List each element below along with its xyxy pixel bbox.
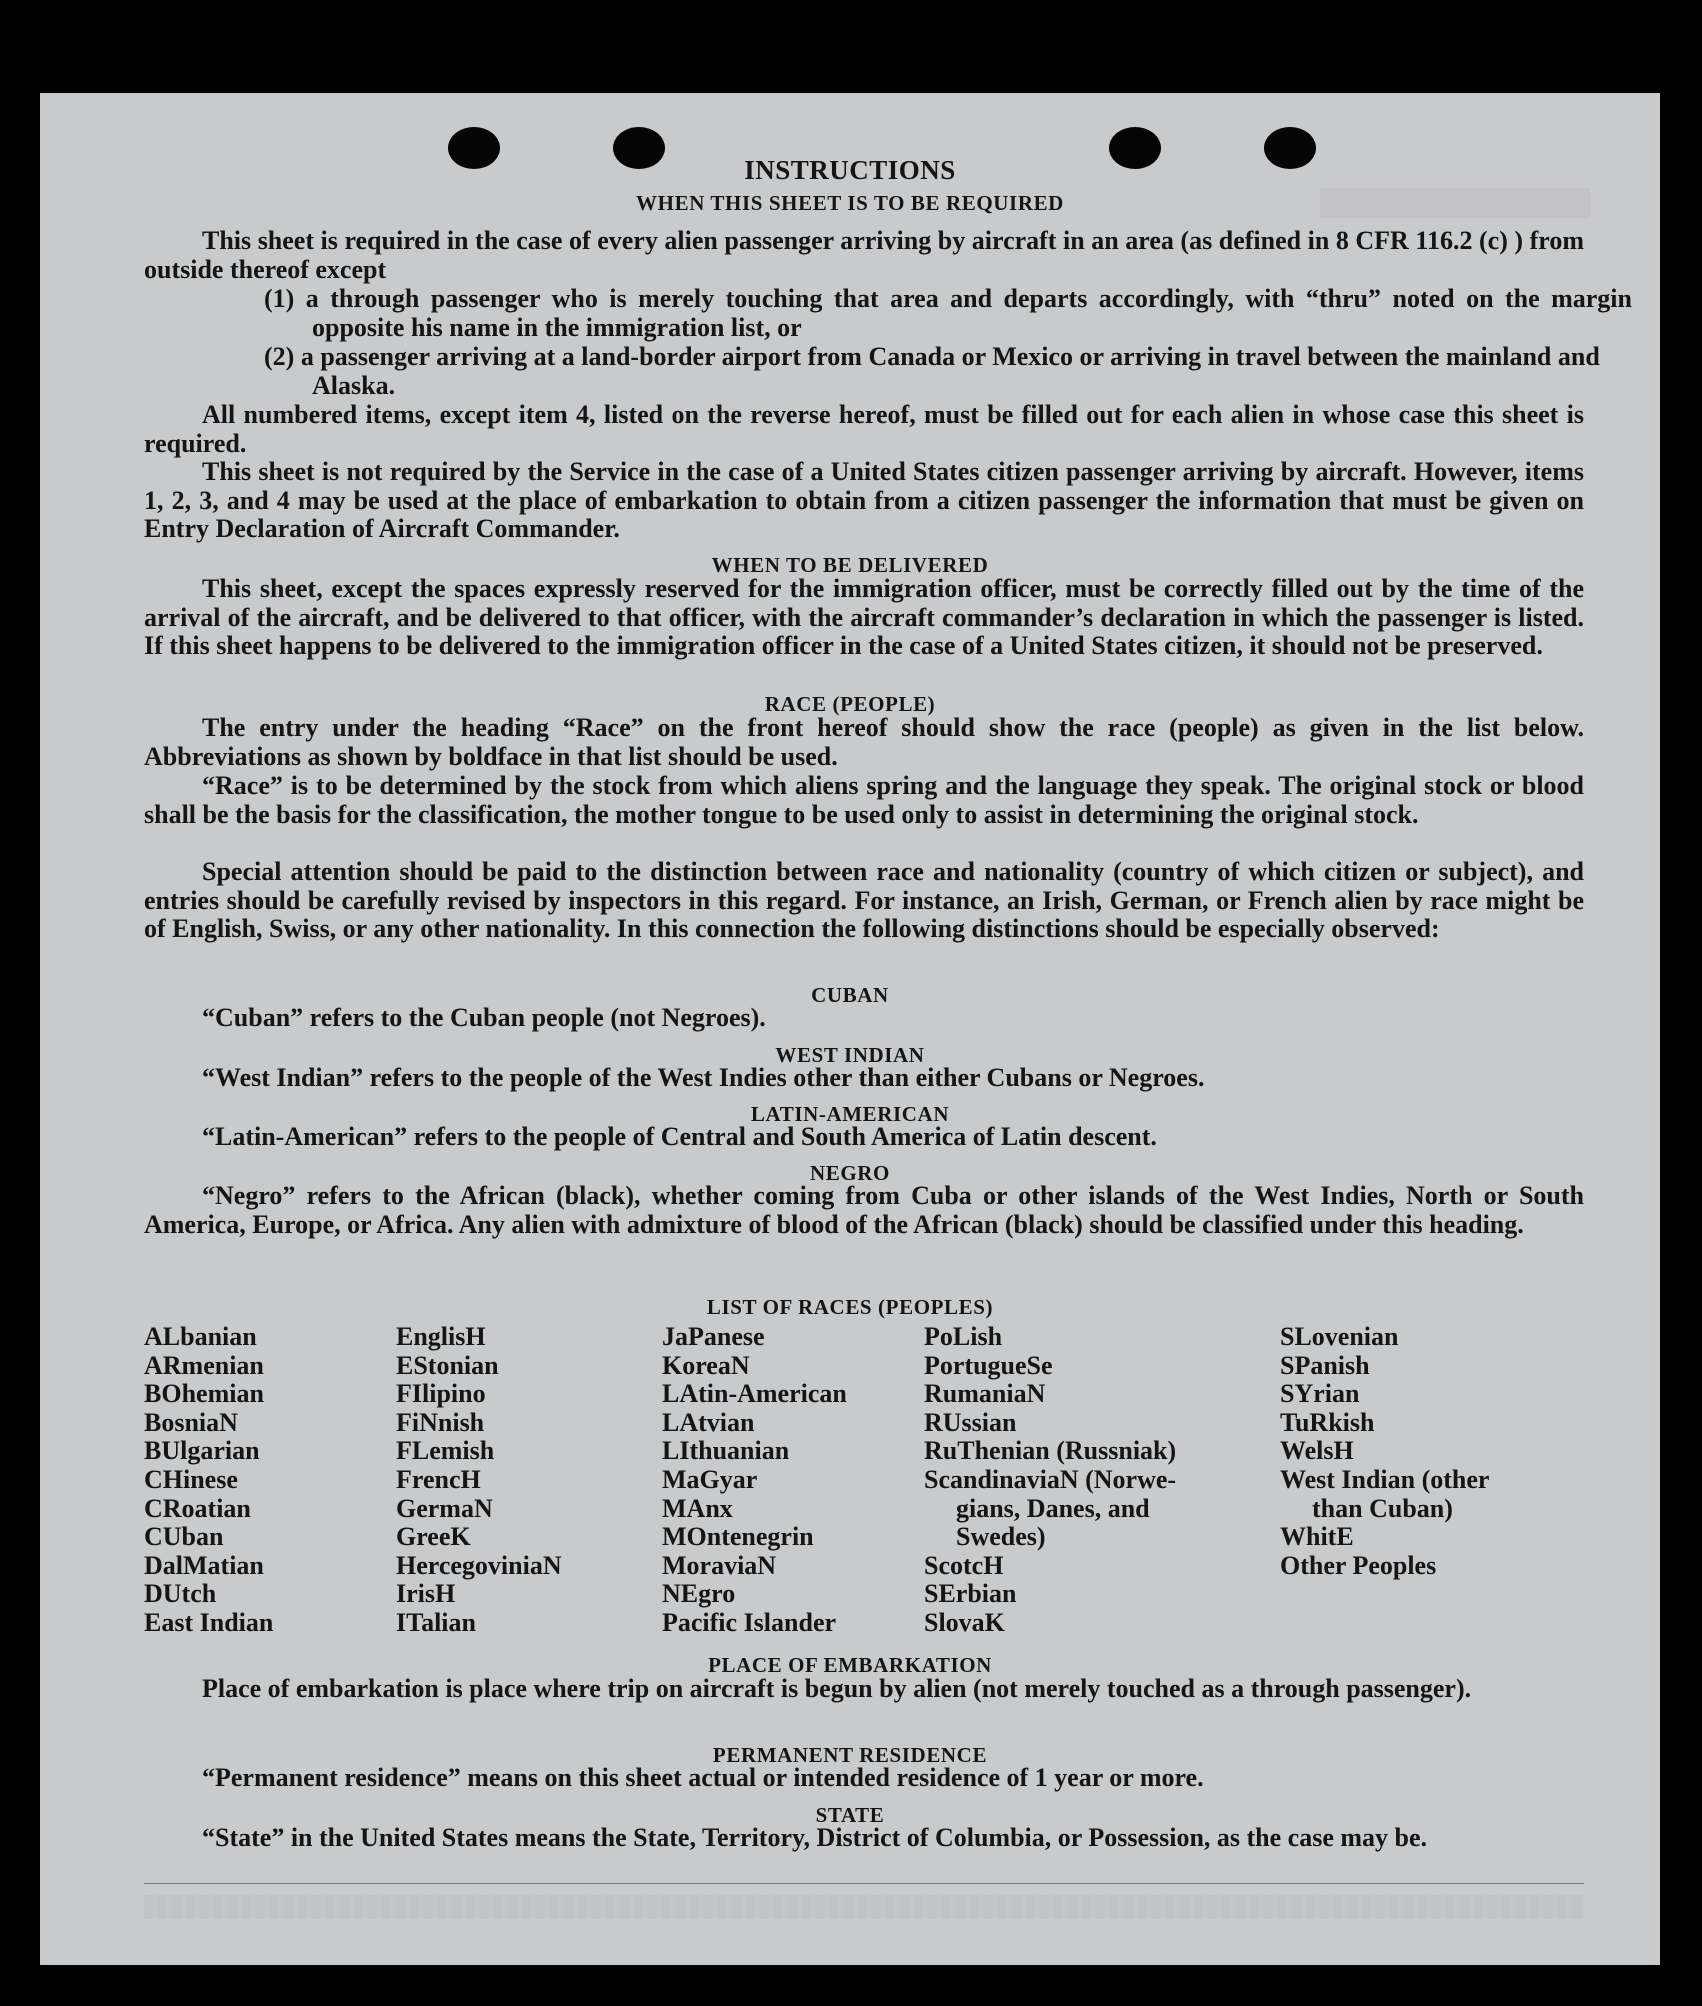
race-entry: MOntenegrin <box>662 1522 814 1552</box>
race-entry: MoraviaN <box>662 1550 777 1580</box>
race-entry: LIthuanian <box>662 1436 790 1466</box>
race-entry: DUtch <box>144 1579 217 1609</box>
paragraph: Place of embarkation is place where trip on aircraft is begun by alien (not merely touched as a through passenger). <box>202 1674 1472 1703</box>
race-entry: HercegoviniaN <box>396 1550 562 1580</box>
list-item: (1) a through passenger who is merely touching that area and departs accordingly, with “thru” noted on the margin opposite his name in the immigration list, or <box>264 284 1632 342</box>
race-entry: ScandinaviaN (Norwe- <box>924 1464 1177 1494</box>
race-entry: CHinese <box>144 1464 238 1494</box>
paragraph: “State” in the United States means the State, Territory, District of Columbia, or Possession, as the case may be. <box>202 1823 1428 1852</box>
race-entry: ScotcH <box>924 1550 1004 1580</box>
section-heading: RACE (PEOPLE) <box>764 692 936 716</box>
section-heading: WEST INDIAN <box>775 1043 925 1067</box>
race-entry: LAtvian <box>662 1407 755 1437</box>
race-entry: DalMatian <box>144 1550 264 1580</box>
paragraph: Special attention should be paid to the distinction between race and nationality (country of which citizen or subject), and entries should be carefully revised by inspectors in this regard. For instance, an Irish, German, or French alien by race might be of English, Swiss, or any other nationality. In this connection the following distinctions should be especially observed: <box>144 857 1584 944</box>
race-entry: LAtin-American <box>662 1379 847 1409</box>
race-entry: WhitE <box>1280 1522 1354 1552</box>
race-column <box>662 1323 847 1638</box>
race-column <box>924 1323 1176 1638</box>
section-heading: PLACE OF EMBARKATION <box>708 1653 992 1677</box>
section-heading: CUBAN <box>811 983 889 1007</box>
section-heading: LATIN-AMERICAN <box>750 1102 950 1126</box>
race-entry: ARmenian <box>144 1350 264 1380</box>
race-column <box>396 1323 562 1638</box>
race-entry: FrencH <box>396 1464 481 1494</box>
race-entry: FiNnish <box>396 1407 485 1437</box>
race-entry: ITalian <box>396 1607 476 1637</box>
race-entry: IrisH <box>396 1579 456 1609</box>
race-entry: MaGyar <box>662 1464 758 1494</box>
race-entry: BOhemian <box>144 1379 264 1409</box>
race-entry: East Indian <box>144 1607 274 1637</box>
race-entry: SErbian <box>924 1579 1017 1609</box>
race-entry: JaPanese <box>662 1322 765 1351</box>
race-entry: SPanish <box>1280 1350 1370 1380</box>
race-entry: WelsH <box>1280 1436 1354 1466</box>
section-heading: NEGRO <box>809 1161 890 1185</box>
race-entry: RuThenian (Russniak) <box>924 1436 1177 1466</box>
race-entry: ALbanian <box>144 1322 257 1351</box>
paragraph: All numbered items, except item 4, listed on the reverse hereof, must be filled out for each alien in whose case this sheet is required. <box>144 400 1584 458</box>
paragraph: This sheet, except the spaces expressly reserved for the immigration officer, must be correctly filled out by the time of the arrival of the aircraft, and be delivered to that officer, with the aircraft commander’s declaration in which the passenger is listed. If this sheet happens to be delivered to the immigration officer in the case of a United States citizen, it should not be preserved. <box>144 574 1584 661</box>
document-sheet <box>40 93 1660 1965</box>
section-heading: WHEN THIS SHEET IS TO BE REQUIRED <box>636 191 1064 215</box>
race-entry: GermaN <box>396 1493 493 1523</box>
race-list <box>144 1322 1604 1637</box>
race-entry: MAnx <box>662 1493 733 1523</box>
race-entry: West Indian (other <box>1280 1464 1490 1494</box>
race-entry: TuRkish <box>1280 1407 1375 1437</box>
race-entry: than Cuban) <box>1312 1493 1453 1523</box>
race-column <box>1280 1323 1489 1580</box>
race-entry: FIlipino <box>396 1379 486 1409</box>
race-entry: SlovaK <box>924 1607 1005 1637</box>
race-entry: SLovenian <box>1280 1322 1399 1351</box>
section-heading: STATE <box>815 1803 885 1827</box>
race-entry: NEgro <box>662 1579 736 1609</box>
divider <box>144 1883 1584 1884</box>
section-heading: WHEN TO BE DELIVERED <box>711 553 989 577</box>
race-entry: Other Peoples <box>1280 1550 1437 1580</box>
page-title: INSTRUCTIONS <box>744 155 956 185</box>
race-entry: BUlgarian <box>144 1436 260 1466</box>
list-item: (2) a passenger arriving at a land-border airport from Canada or Mexico or arriving in travel between the mainland and Alaska. <box>264 342 1600 400</box>
race-entry: EStonian <box>396 1350 499 1380</box>
race-entry: SYrian <box>1280 1379 1360 1409</box>
faint-footnote <box>144 1895 1584 1919</box>
paragraph: The entry under the heading “Race” on the front hereof should show the race (people) as given in the list below. Abbreviations as shown by boldface in that list should be used. <box>144 713 1584 771</box>
race-entry: RUssian <box>924 1407 1017 1437</box>
paragraph: This sheet is required in the case of every alien passenger arriving by aircraft in an area (as defined in 8 CFR 116.2 (c) ) from outside thereof except <box>144 226 1584 284</box>
race-entry: KoreaN <box>662 1350 750 1380</box>
race-entry: CRoatian <box>144 1493 251 1523</box>
race-entry: Swedes) <box>956 1522 1046 1552</box>
race-entry: Pacific Islander <box>662 1607 837 1637</box>
paragraph: “Race” is to be determined by the stock from which aliens spring and the language they speak. The original stock or blood shall be the basis for the classification, the mother tongue to be used only to assist in determining the original stock. <box>144 771 1584 829</box>
race-entry: PortugueSe <box>924 1350 1053 1380</box>
paragraph: “Latin-American” refers to the people of Central and South America of Latin descent. <box>202 1122 1157 1151</box>
paragraph: “Cuban” refers to the Cuban people (not Negroes). <box>202 1003 766 1032</box>
race-entry: RumaniaN <box>924 1379 1046 1409</box>
race-entry: EnglisH <box>396 1322 486 1351</box>
race-entry: GreeK <box>396 1522 471 1552</box>
section-heading: PERMANENT RESIDENCE <box>712 1743 988 1767</box>
section-heading: LIST OF RACES (PEOPLES) <box>706 1295 994 1319</box>
paragraph: “West Indian” refers to the people of the West Indies other than either Cubans or Negroes. <box>202 1063 1205 1092</box>
paragraph: “Negro” refers to the African (black), whether coming from Cuba or other islands of the West Indies, North or South America, Europe, or Africa. Any alien with admixture of blood of the African (black) should be classified under this heading. <box>144 1181 1584 1239</box>
race-entry: BosniaN <box>144 1407 238 1437</box>
paragraph: This sheet is not required by the Service in the case of a United States citizen passenger arriving by aircraft. However, items 1, 2, 3, and 4 may be used at the place of embarkation to obtain from a citizen passenger the information that must be given on Entry Declaration of Aircraft Commander. <box>144 457 1584 544</box>
race-entry: CUban <box>144 1522 224 1552</box>
race-entry: gians, Danes, and <box>956 1493 1150 1523</box>
race-entry: PoLish <box>924 1322 1003 1351</box>
paragraph: “Permanent residence” means on this sheet actual or intended residence of 1 year or more. <box>202 1763 1204 1792</box>
race-entry: FLemish <box>396 1436 495 1466</box>
race-column <box>144 1323 273 1638</box>
